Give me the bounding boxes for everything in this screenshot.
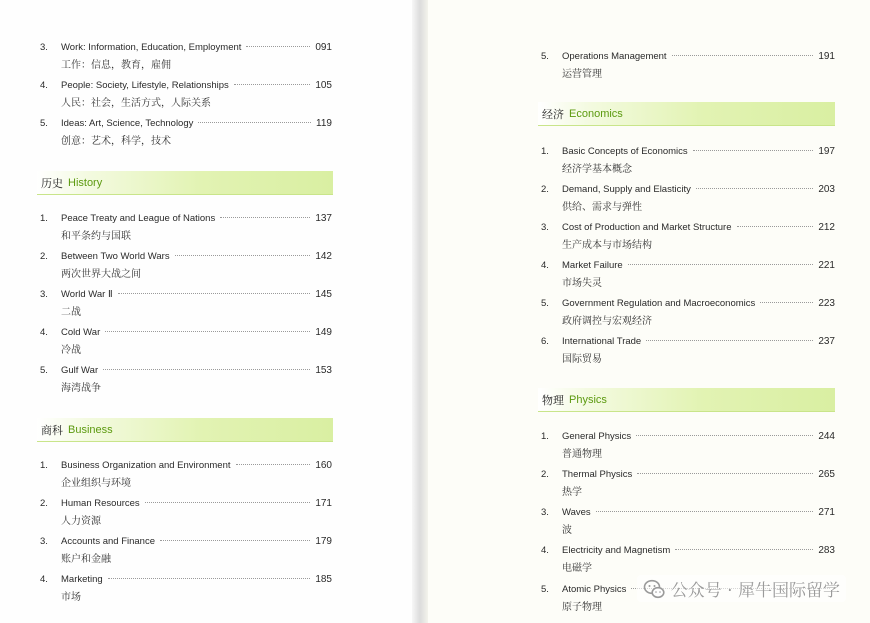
- dot-leader: [696, 188, 813, 189]
- entry-title: Between Two World Wars: [61, 251, 170, 262]
- entry-chinese-title: 市场: [61, 592, 81, 603]
- entry-number: 3.: [541, 507, 549, 518]
- entry-number: 2.: [541, 469, 549, 480]
- entry-number: 3.: [541, 222, 549, 233]
- entry-page-number: 142: [315, 251, 332, 262]
- entry-chinese-title: 经济学基本概念: [562, 164, 632, 175]
- entry-page-number: 203: [818, 184, 835, 195]
- entry-number: 5.: [541, 51, 549, 62]
- entry-chinese-title: 普通物理: [562, 449, 602, 460]
- entry-page-number: 197: [818, 146, 835, 157]
- entry-chinese-title: 热学: [562, 487, 582, 498]
- entry-page-number: 153: [315, 365, 332, 376]
- entry-chinese-title: 生产成本与市场结构: [562, 240, 652, 251]
- toc-entry[interactable]: [40, 365, 332, 403]
- dot-leader: [103, 369, 310, 370]
- dot-leader: [246, 46, 310, 47]
- right-page: [428, 0, 870, 623]
- entry-title: Thermal Physics: [562, 469, 633, 480]
- entry-number: 3.: [40, 536, 48, 547]
- entry-chinese-title: 政府调控与宏观经济: [562, 316, 652, 327]
- entry-page-number: 160: [315, 460, 332, 471]
- entry-chinese-title: 创意：艺术，科学，技术: [61, 136, 171, 147]
- entry-page-number: 265: [818, 469, 835, 480]
- toc-entry[interactable]: [40, 460, 332, 498]
- toc-entry[interactable]: [541, 51, 835, 89]
- dot-leader: [628, 264, 814, 265]
- entry-number: 4.: [40, 574, 48, 585]
- toc-entry[interactable]: [541, 222, 835, 260]
- entry-page-number: 145: [315, 289, 332, 300]
- entry-title: Cost of Production and Market Structure: [562, 222, 732, 233]
- entry-number: 2.: [40, 498, 48, 509]
- dot-leader: [646, 340, 813, 341]
- section-header-physics: [538, 388, 835, 412]
- entry-number: 4.: [541, 260, 549, 271]
- entry-number: 4.: [40, 327, 48, 338]
- entry-number: 5.: [541, 584, 549, 595]
- entry-title: Human Resources: [61, 498, 140, 509]
- section-title-en: Business: [68, 423, 113, 436]
- entry-chinese-title: 人民：社会，生活方式，人际关系: [61, 98, 211, 109]
- dot-leader: [145, 502, 311, 503]
- dot-leader: [160, 540, 310, 541]
- section-header-business: [37, 418, 333, 442]
- entry-page-number: 171: [315, 498, 332, 509]
- entry-title: Waves: [562, 507, 591, 518]
- dot-leader: [198, 122, 311, 123]
- entry-number: 1.: [40, 213, 48, 224]
- entry-number: 5.: [40, 118, 48, 129]
- dot-leader: [108, 578, 311, 579]
- entry-title: Electricity and Magnetism: [562, 545, 671, 556]
- entry-chinese-title: 原子物理: [562, 602, 602, 613]
- dot-leader: [118, 293, 311, 294]
- entry-chinese-title: 企业组织与环境: [61, 478, 131, 489]
- entry-page-number: 223: [818, 298, 835, 309]
- toc-entry[interactable]: [541, 336, 835, 374]
- dot-leader: [105, 331, 310, 332]
- entry-page-number: 185: [315, 574, 332, 585]
- toc-entry[interactable]: [40, 213, 332, 251]
- entry-number: 6.: [541, 336, 549, 347]
- entry-chinese-title: 波: [562, 525, 572, 536]
- entry-number: 5.: [541, 298, 549, 309]
- left-page: [0, 0, 412, 623]
- entry-page-number: 283: [818, 545, 835, 556]
- entry-chinese-title: 市场失灵: [562, 278, 602, 289]
- toc-entry[interactable]: [541, 298, 835, 336]
- dot-leader: [234, 84, 311, 85]
- section-header-history: [37, 171, 333, 195]
- entry-title: Market Failure: [562, 260, 623, 271]
- entry-page-number: 179: [315, 536, 332, 547]
- watermark: [637, 575, 846, 602]
- entry-title: Atomic Physics: [562, 584, 627, 595]
- entry-page-number: 119: [316, 118, 332, 129]
- section-title-en: Economics: [569, 107, 623, 120]
- entry-title: International Trade: [562, 336, 642, 347]
- entry-title: Demand, Supply and Elasticity: [562, 184, 691, 195]
- entry-number: 5.: [40, 365, 48, 376]
- toc-entry[interactable]: [541, 507, 835, 545]
- toc-entry[interactable]: [40, 251, 332, 289]
- entry-title: World War Ⅱ: [61, 289, 113, 300]
- dot-leader: [760, 302, 813, 303]
- watermark-text: 公众号 · 犀牛国际留学: [670, 581, 840, 601]
- toc-entry[interactable]: [40, 574, 332, 612]
- dot-leader: [675, 549, 813, 550]
- entry-chinese-title: 二战: [61, 307, 81, 318]
- toc-entry[interactable]: [541, 260, 835, 298]
- entry-chinese-title: 和平条约与国联: [61, 231, 131, 242]
- entry-title: Basic Concepts of Economics: [562, 146, 688, 157]
- entry-number: 2.: [541, 184, 549, 195]
- entry-page-number: 091: [315, 42, 332, 53]
- entry-chinese-title: 运营管理: [562, 69, 602, 80]
- section-title-en: Physics: [569, 393, 607, 406]
- entry-number: 4.: [541, 545, 549, 556]
- entry-title: Operations Management: [562, 51, 667, 62]
- entry-number: 1.: [40, 460, 48, 471]
- entry-page-number: 212: [818, 222, 835, 233]
- dot-leader: [596, 511, 814, 512]
- dot-leader: [693, 150, 814, 151]
- entry-page-number: 191: [818, 51, 835, 62]
- entry-page-number: 244: [818, 431, 835, 442]
- toc-entry[interactable]: [40, 327, 332, 365]
- entry-title: People: Society, Lifestyle, Relationships: [61, 80, 229, 91]
- book-gutter: [412, 0, 428, 623]
- toc-entry[interactable]: [40, 536, 332, 574]
- entry-title: Ideas: Art, Science, Technology: [61, 118, 194, 129]
- toc-entry[interactable]: [541, 146, 835, 184]
- toc-entry[interactable]: [541, 184, 835, 222]
- section-header-economics: [538, 102, 835, 126]
- entry-title: Gulf War: [61, 365, 99, 376]
- entry-number: 1.: [541, 431, 549, 442]
- entry-title: Business Organization and Environment: [61, 460, 231, 471]
- entry-page-number: 221: [818, 260, 835, 271]
- toc-entry[interactable]: [40, 80, 332, 118]
- entry-chinese-title: 供给、需求与弹性: [562, 202, 642, 213]
- entry-chinese-title: 工作：信息，教育，雇佣: [61, 60, 171, 71]
- entry-title: Peace Treaty and League of Nations: [61, 213, 216, 224]
- entry-number: 3.: [40, 42, 48, 53]
- entry-number: 4.: [40, 80, 48, 91]
- entry-chinese-title: 海湾战争: [61, 383, 101, 394]
- toc-entry[interactable]: [40, 289, 332, 327]
- entry-page-number: 105: [315, 80, 332, 91]
- entry-chinese-title: 账户和金融: [61, 554, 111, 565]
- entry-page-number: 237: [818, 336, 835, 347]
- entry-chinese-title: 冷战: [61, 345, 81, 356]
- toc-entry[interactable]: [40, 498, 332, 536]
- entry-page-number: 137: [315, 213, 332, 224]
- dot-leader: [636, 435, 813, 436]
- entry-page-number: 271: [818, 507, 835, 518]
- toc-entry[interactable]: [541, 431, 835, 469]
- entry-number: 3.: [40, 289, 48, 300]
- entry-title: Government Regulation and Macroeconomics: [562, 298, 756, 309]
- section-title-cn: 物理: [542, 393, 564, 407]
- entry-chinese-title: 两次世界大战之间: [61, 269, 141, 280]
- dot-leader: [672, 55, 814, 56]
- entry-page-number: 149: [315, 327, 332, 338]
- dot-leader: [236, 464, 311, 465]
- toc-entry[interactable]: [40, 42, 332, 80]
- toc-entry[interactable]: [541, 469, 835, 507]
- entry-chinese-title: 国际贸易: [562, 354, 602, 365]
- section-title-cn: 历史: [41, 176, 63, 190]
- toc-entry[interactable]: [40, 118, 332, 156]
- section-title-cn: 商科: [41, 423, 63, 437]
- entry-chinese-title: 电磁学: [562, 563, 592, 574]
- entry-title: Marketing: [61, 574, 103, 585]
- dot-leader: [175, 255, 311, 256]
- dot-leader: [637, 473, 813, 474]
- entry-number: 2.: [40, 251, 48, 262]
- wechat-icon: [643, 578, 665, 600]
- entry-title: Cold War: [61, 327, 101, 338]
- section-title-cn: 经济: [542, 107, 564, 121]
- entry-title: Work: Information, Education, Employment: [61, 42, 242, 53]
- dot-leader: [220, 217, 310, 218]
- entry-title: General Physics: [562, 431, 632, 442]
- section-title-en: History: [68, 176, 103, 189]
- entry-number: 1.: [541, 146, 549, 157]
- entry-chinese-title: 人力资源: [61, 516, 101, 527]
- dot-leader: [737, 226, 814, 227]
- entry-title: Accounts and Finance: [61, 536, 156, 547]
